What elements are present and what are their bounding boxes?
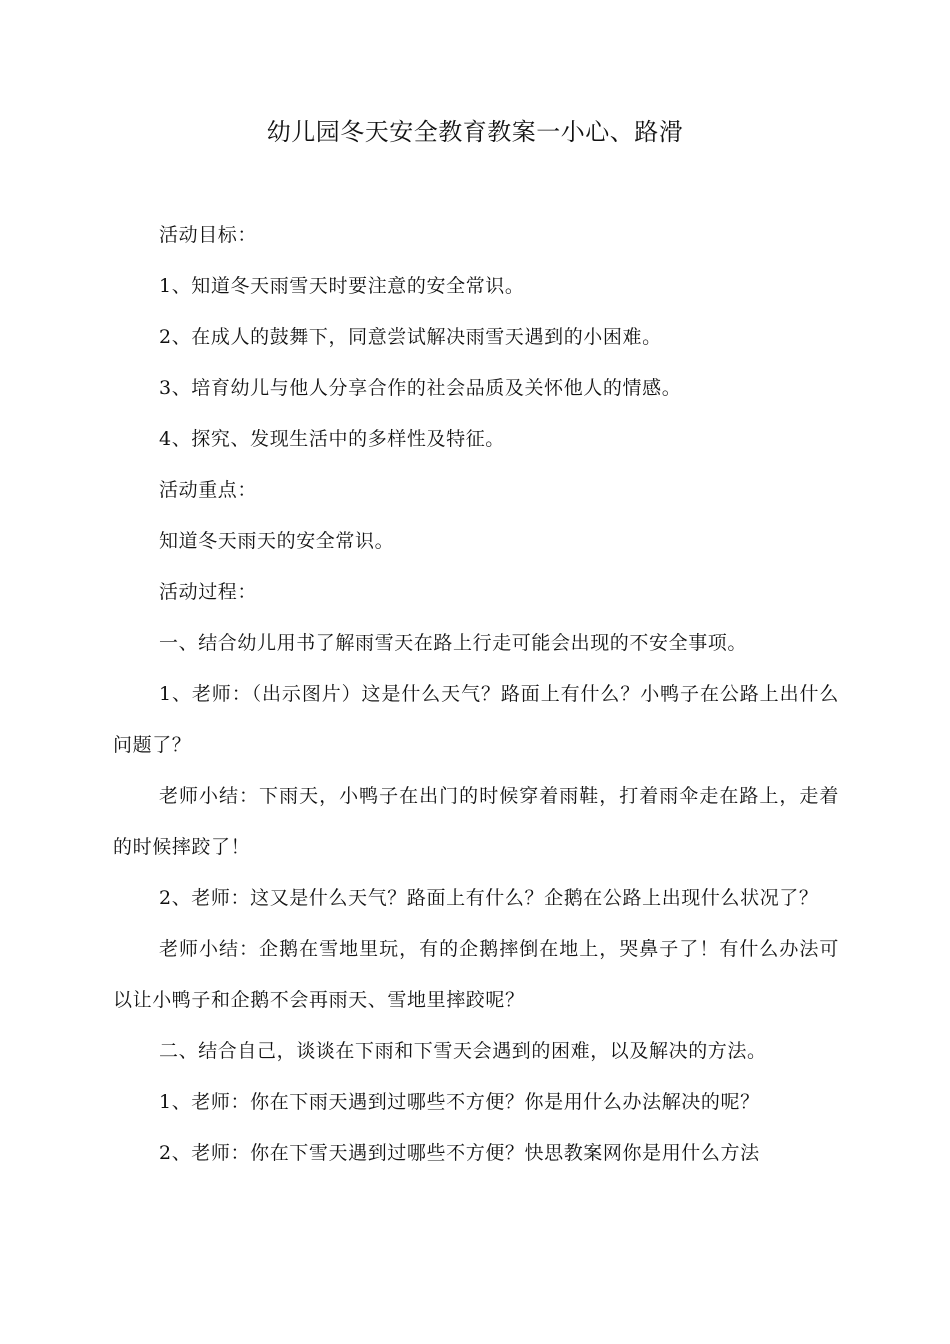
paragraph-step-2-1: 1、老师：你在下雨天遇到过哪些不方便？你是用什么办法解决的呢？: [159, 1091, 760, 1113]
paragraph-goal-4: 4、探究、发现生活中的多样性及特征。: [159, 428, 505, 450]
paragraph-process-heading: 活动过程：: [159, 581, 258, 603]
paragraph-goals-heading: 活动目标：: [159, 224, 258, 246]
paragraph-step-1-2: 2、老师：这又是什么天气？路面上有什么？企鹅在公路上出现什么状况了？: [159, 887, 819, 909]
paragraph-section-2: 二、结合自己，谈谈在下雨和下雪天会遇到的困难，以及解决的方法。: [159, 1040, 767, 1062]
paragraph-section-1: 一、结合幼儿用书了解雨雪天在路上行走可能会出现的不安全事项。: [159, 632, 748, 654]
paragraph-summary-2: 老师小结：企鹅在雪地里玩，有的企鹅摔倒在地上，哭鼻子了！有什么办法可以让小鸭子和企鹅不会再雨天、雪地里摔跤呢？: [113, 938, 839, 1011]
paragraph-goal-2: 2、在成人的鼓舞下，同意尝试解决雨雪天遇到的小困难。: [159, 326, 662, 348]
document-title: 幼儿园冬天安全教育教案一小心、路滑: [266, 118, 684, 146]
paragraph-focus: 知道冬天雨天的安全常识。: [159, 530, 395, 552]
paragraph-focus-heading: 活动重点：: [159, 479, 258, 501]
paragraph-goal-3: 3、培育幼儿与他人分享合作的社会品质及关怀他人的情感。: [159, 377, 682, 399]
document-body: [113, 210, 839, 1179]
paragraph-step-2-2: 2、老师：你在下雪天遇到过哪些不方便？快思教案网你是用什么方法: [159, 1142, 760, 1164]
paragraph-summary-1: 老师小结：下雨天，小鸭子在出门的时候穿着雨鞋，打着雨伞走在路上，走着的时候摔跤了！: [113, 785, 839, 858]
paragraph-goal-1: 1、知道冬天雨雪天时要注意的安全常识。: [159, 275, 525, 297]
paragraph-step-1-1: 1、老师：（出示图片）这是什么天气？路面上有什么？小鸭子在公路上出什么问题了？: [113, 683, 839, 756]
